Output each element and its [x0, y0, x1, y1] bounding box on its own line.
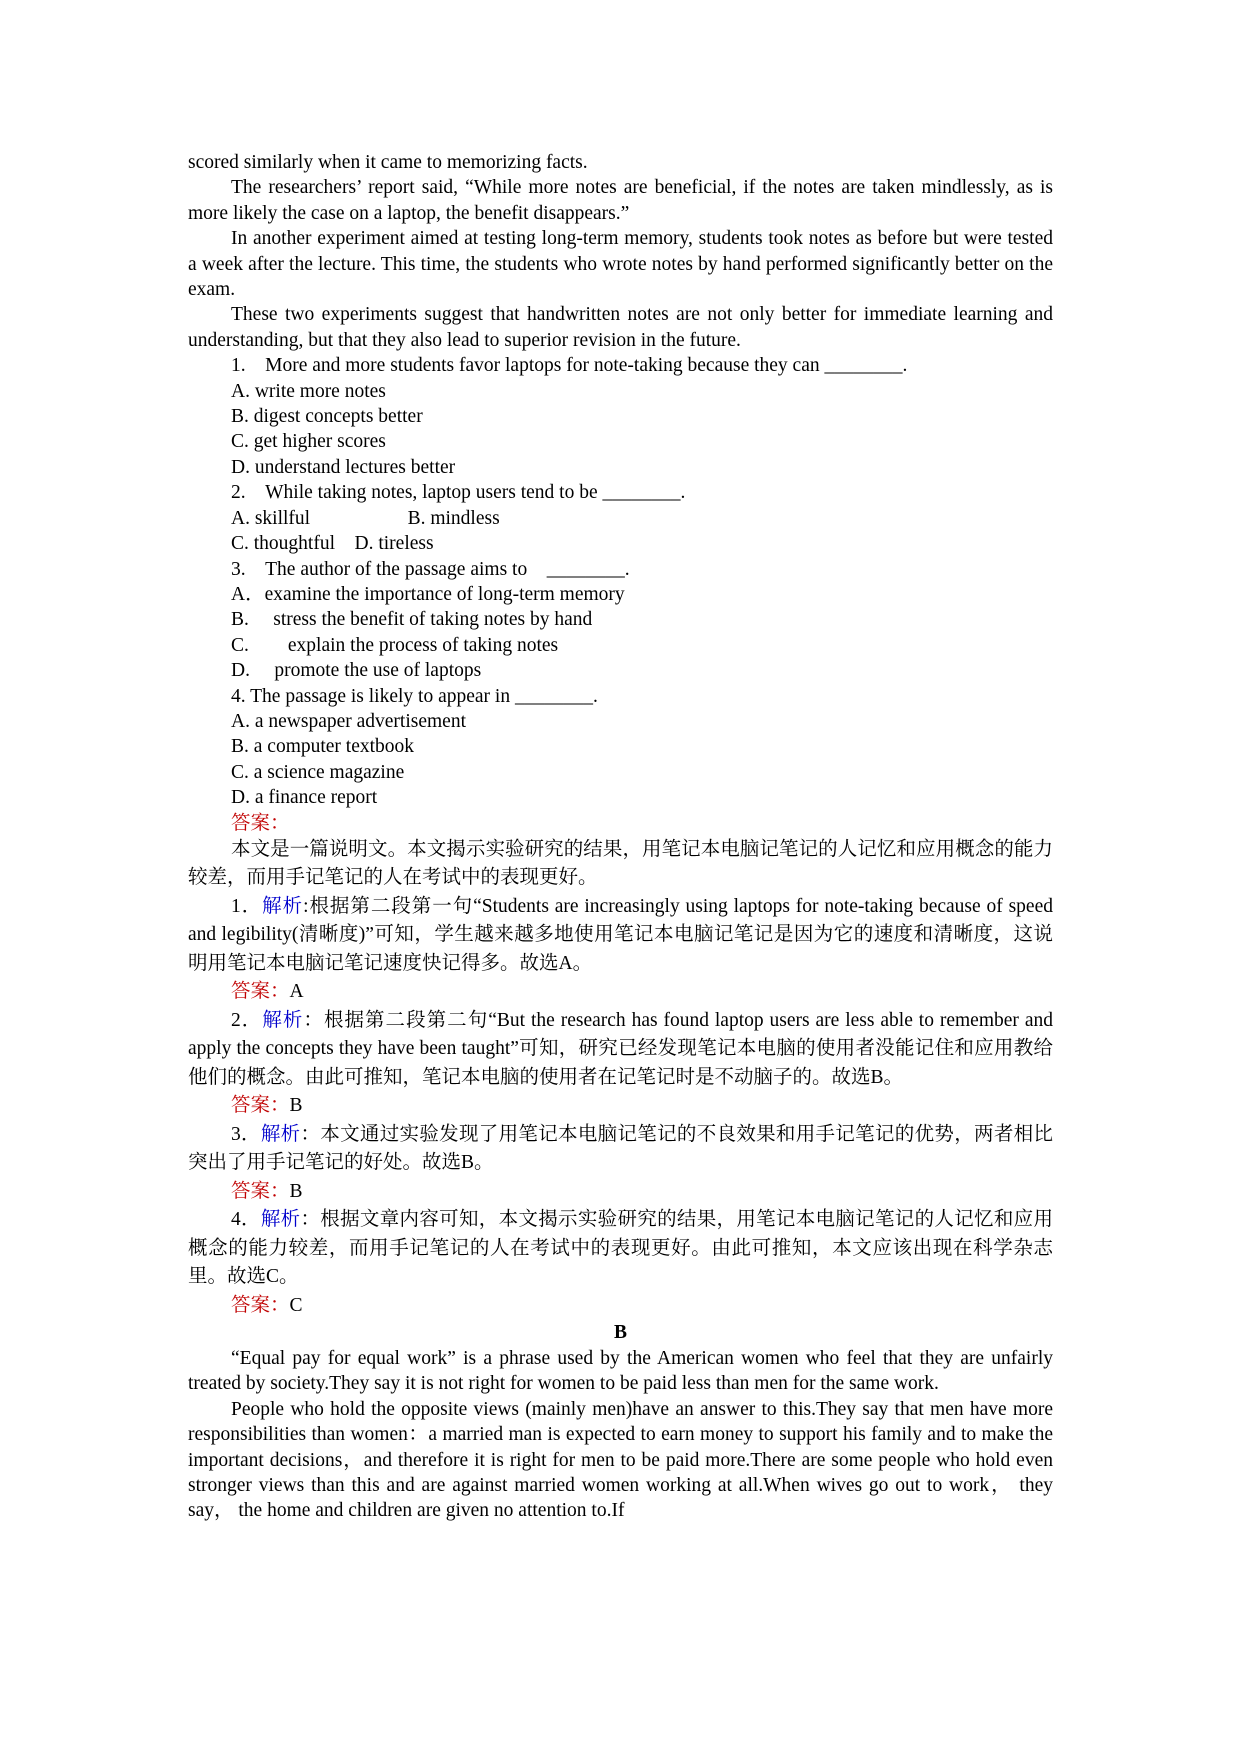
- answer-value: A: [289, 981, 304, 1003]
- option: A. a newspaper advertisement: [231, 710, 466, 732]
- explanation-1: [188, 893, 1053, 979]
- analysis-label: 解析: [262, 1009, 304, 1031]
- option: C. get higher scores: [231, 431, 386, 453]
- passage-a-paragraph: The researchers’ report said, “While more notes are beneficial, if the notes are taken mindlessly, as is more likely the case on a laptop, the benefit disappears.”: [188, 177, 1053, 224]
- option: A. skillful B. mindless: [231, 507, 500, 529]
- analysis-label: 解析: [260, 1123, 301, 1145]
- explanation-number: 4．: [231, 1209, 261, 1231]
- answer-summary: 本文是一篇说明文。本文揭示实验研究的结果，用笔记本电脑记笔记的人记忆和应用概念的能力较差，而用手记笔记的人在考试中的表现更好。: [188, 838, 1053, 889]
- explanation-3: [188, 1121, 1053, 1178]
- explanation-number: 2．: [231, 1009, 263, 1031]
- explanation-number: 1．: [231, 895, 263, 917]
- question-4: 4. The passage is likely to appear in ________.: [231, 685, 598, 707]
- answer-label: 答案：: [231, 981, 290, 1003]
- option: B. stress the benefit of taking notes by hand: [231, 609, 593, 631]
- answer-label: 答案：: [231, 1095, 290, 1117]
- explanation-number: 3．: [231, 1123, 261, 1145]
- answer-label: 答案：: [231, 1180, 290, 1202]
- analysis-label: 解析: [262, 895, 304, 917]
- passage-a-paragraph: In another experiment aimed at testing long-term memory, students took notes as before but were tested a week after the lecture. This time, the students who wrote notes by hand performed significantly better on the exam.: [188, 228, 1053, 301]
- option: A．examine the importance of long-term memory: [231, 583, 625, 605]
- analysis-label: 解析: [260, 1209, 301, 1231]
- section-heading: B: [613, 1322, 627, 1344]
- passage-b-paragraph: “Equal pay for equal work” is a phrase used by the American women who feel that they are unfairly treated by society.They say it is not right for women to be paid less than men for the same work.: [188, 1347, 1053, 1395]
- option: C. a science magazine: [231, 761, 405, 783]
- explanation-text: :根据第二段第一句“Students are increasingly using laptops for note-taking because of speed and legibility(清晰度)”可知，学生越来越多地使用笔记本电脑记笔记是因为它的速度和清晰度，这说明用笔记本电脑记笔记速度快记得多。故选A。: [188, 895, 1053, 974]
- explanation-text: ：根据文章内容可知，本文揭示实验研究的结果，用笔记本电脑记笔记的人记忆和应用概念的能力较差，而用手记笔记的人在考试中的表现更好。由此可推知，本文应该出现在科学杂志里。故选C。: [188, 1209, 1053, 1288]
- passage-b-paragraph: People who hold the opposite views (mainly men)have an answer to this.They say that men have more responsibilities than women：a married man is expected to earn money to support his family and to make the important decisions，and therefore it is right for men to be paid more.There are some people who hold even stronger views than this and are against married women working at all.When wives go out to work， they say， the home and children are given no attention to.If: [188, 1398, 1053, 1522]
- answer-value: B: [289, 1095, 303, 1117]
- option: B. a computer textbook: [231, 736, 415, 758]
- question-3: 3. The author of the passage aims to ________.: [231, 558, 630, 580]
- question-2: 2. While taking notes, laptop users tend to be ________.: [231, 482, 686, 504]
- answer-line-4: [188, 1292, 1053, 1321]
- answer-value: C: [289, 1294, 303, 1316]
- option: D. understand lectures better: [231, 456, 456, 478]
- explanation-text: ：根据第二段第二句“But the research has found laptop users are less able to remember and apply the concepts they have been taught”可知，研究已经发现笔记本电脑的使用者没能记住和应用教给他们的概念。由此可推知，笔记本电脑的使用者在记笔记时是不动脑子的。故选B。: [188, 1009, 1053, 1088]
- answer-heading: 答案：: [231, 812, 290, 834]
- option: D. a finance report: [231, 787, 378, 809]
- explanation-text: ：本文通过实验发现了用笔记本电脑记笔记的不良效果和用手记笔记的优势，两者相比突出了用手记笔记的好处。故选B。: [188, 1123, 1053, 1174]
- answer-line-3: [188, 1178, 1053, 1207]
- explanation-2: [188, 1007, 1053, 1093]
- answer-label: 答案：: [231, 1294, 290, 1316]
- answer-value: B: [289, 1180, 303, 1202]
- passage-a-paragraph: These two experiments suggest that handwritten notes are not only better for immediate learning and understanding, but that they also lead to superior revision in the future.: [188, 304, 1053, 351]
- explanation-4: [188, 1206, 1053, 1292]
- option: B. digest concepts better: [231, 406, 423, 428]
- document-body: [188, 150, 1053, 1524]
- option: D. promote the use of laptops: [231, 660, 482, 682]
- passage-a-paragraph: scored similarly when it came to memorizing facts.: [188, 152, 588, 173]
- answer-line-1: [188, 978, 1053, 1007]
- option: A. write more notes: [231, 380, 386, 402]
- question-1: 1. More and more students favor laptops for note-taking because they can ________.: [231, 355, 908, 377]
- option: C. thoughtful D. tireless: [231, 533, 434, 555]
- answer-line-2: [188, 1092, 1053, 1121]
- option: C. explain the process of taking notes: [231, 634, 559, 656]
